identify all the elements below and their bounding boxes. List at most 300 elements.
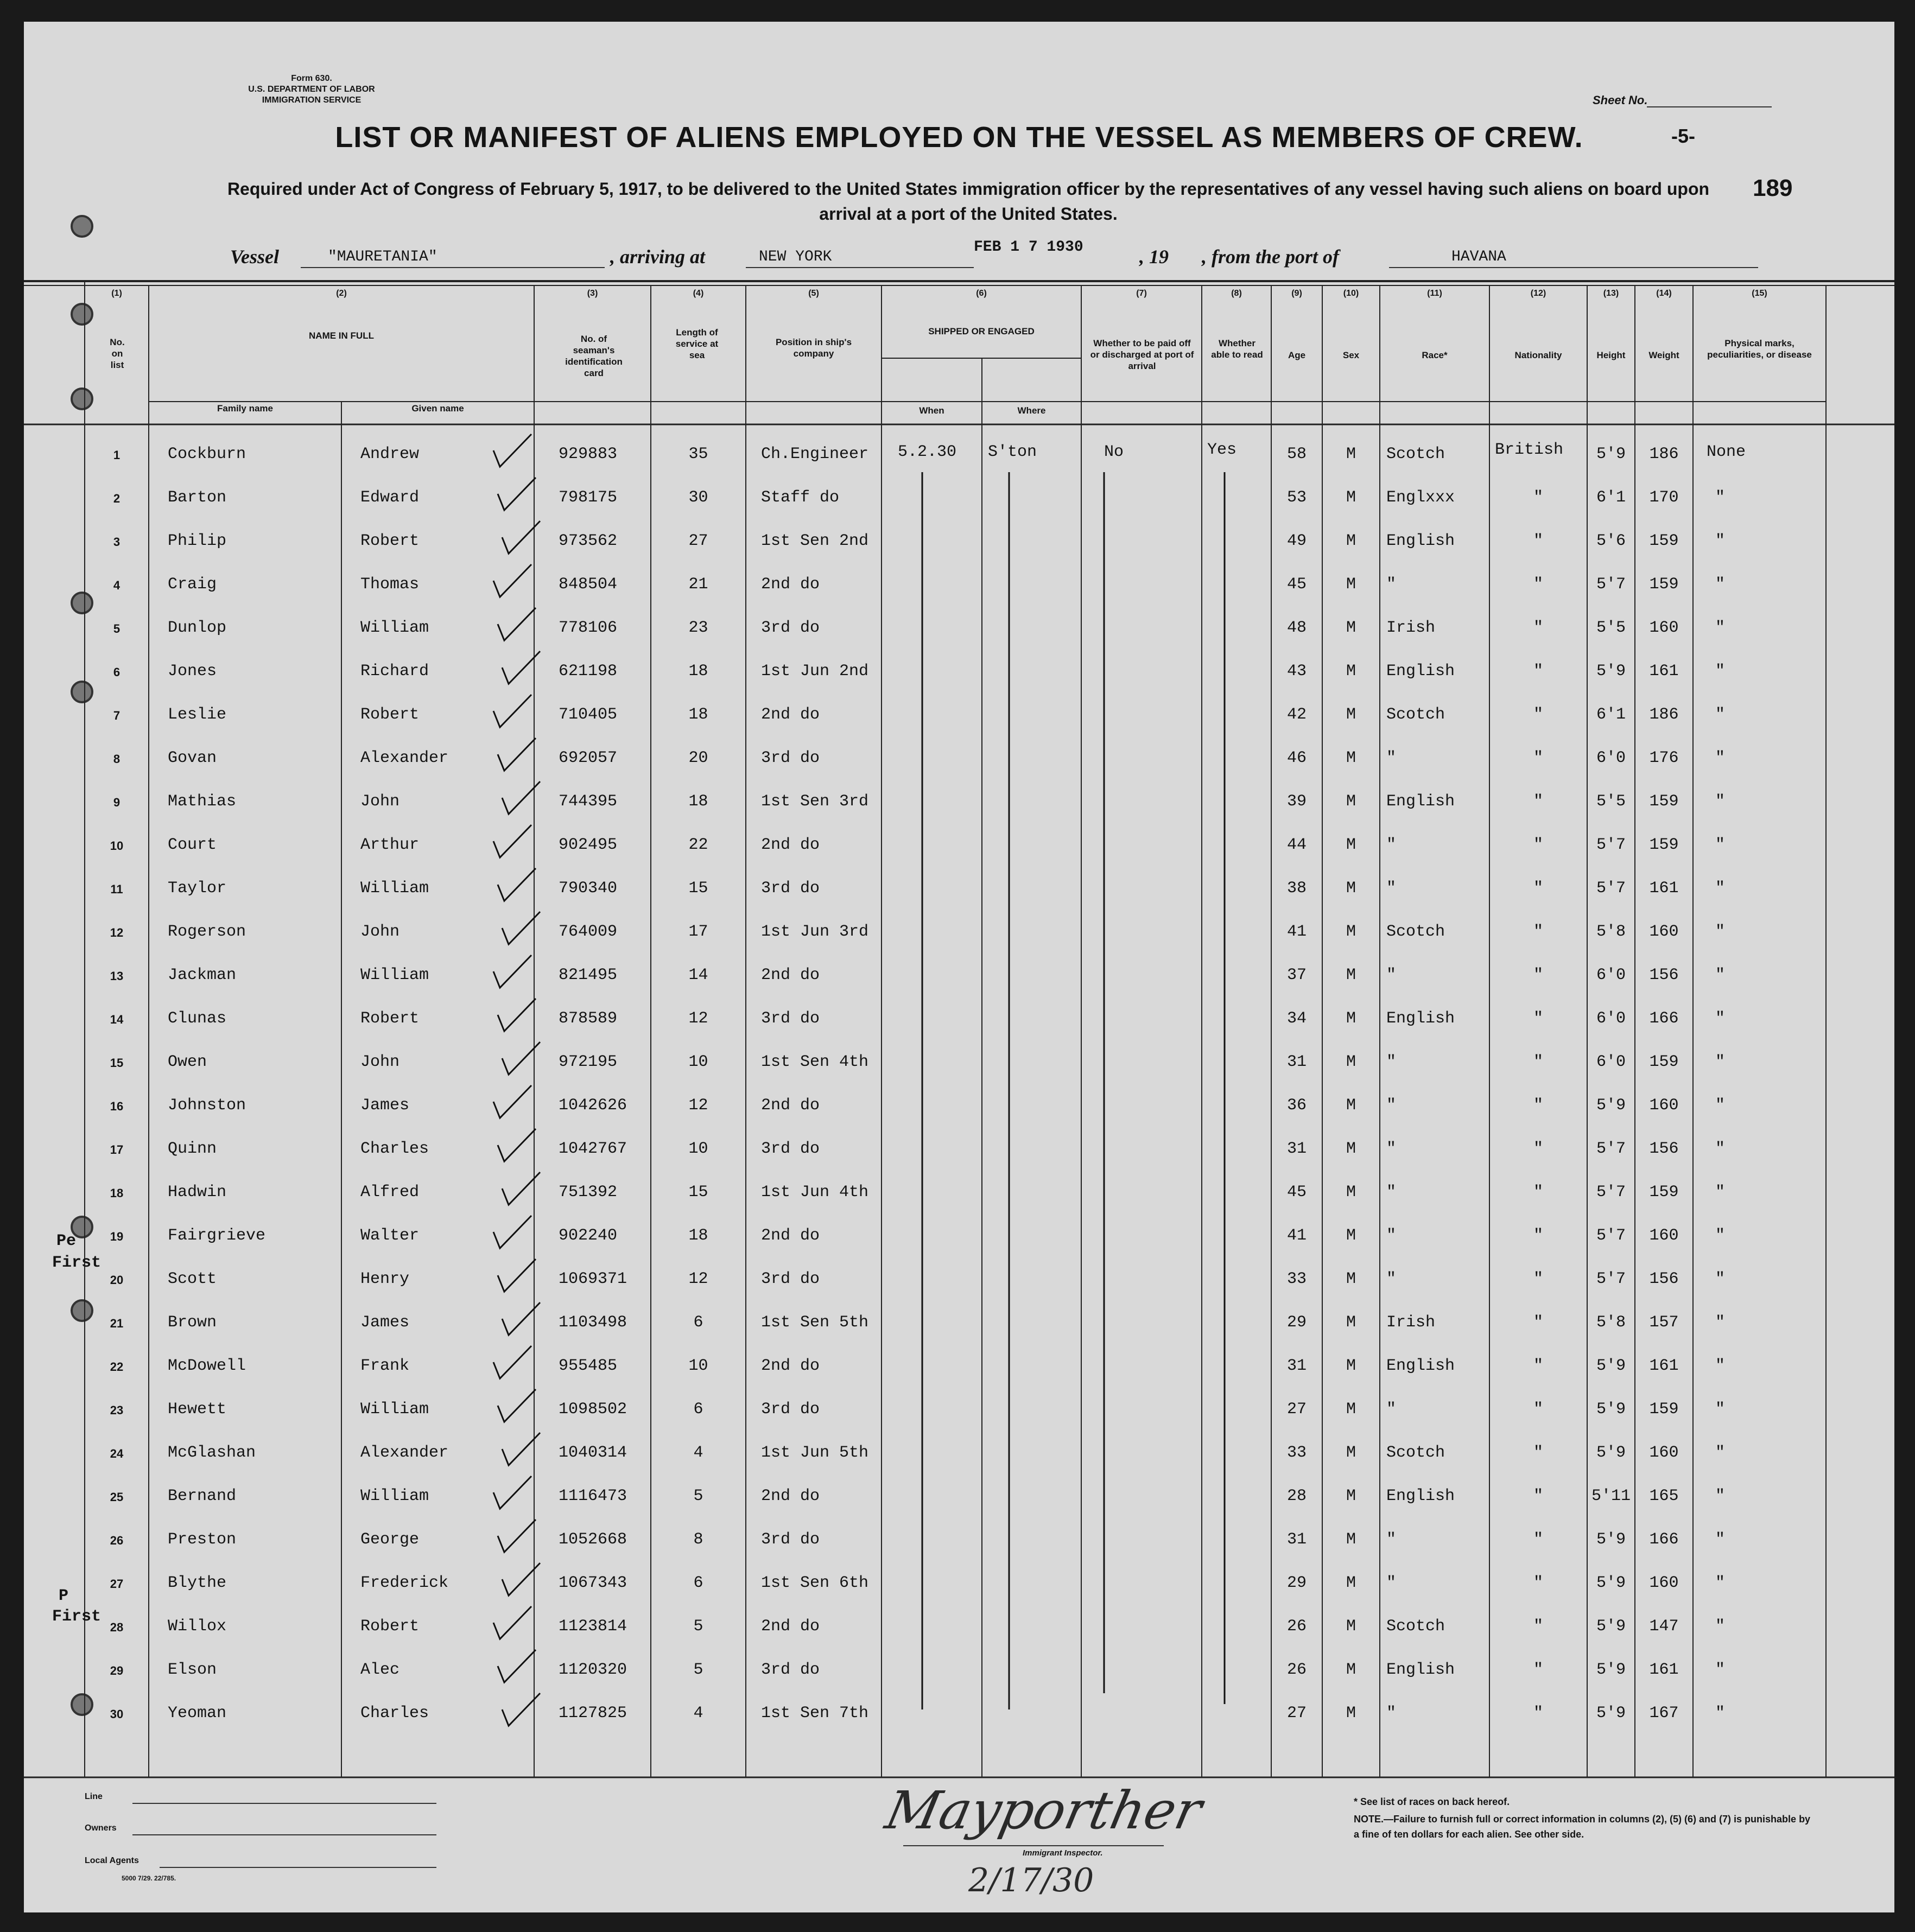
row-height: 5'7 (1596, 1226, 1626, 1245)
row-physical: " (1715, 1140, 1725, 1158)
row-service: 18 (688, 662, 708, 681)
row-race: English (1386, 1487, 1455, 1505)
row-weight: 159 (1649, 836, 1679, 854)
row-age: 45 (1286, 575, 1307, 594)
row-weight: 161 (1649, 1661, 1679, 1679)
row-age: 43 (1286, 662, 1307, 681)
row-race: English (1386, 1661, 1455, 1679)
footer-print-code: 5000 7/29. 22/785. (122, 1874, 176, 1882)
row-nationality: " (1533, 836, 1543, 854)
row-service: 4 (693, 1704, 703, 1723)
row-sex: M (1346, 1357, 1356, 1375)
row-nationality: " (1533, 1574, 1543, 1592)
row-sex: M (1346, 1226, 1356, 1245)
row-physical: " (1715, 575, 1725, 594)
row-sex: M (1346, 749, 1356, 767)
row-nationality: " (1533, 923, 1543, 941)
row-position: 1st Sen 5th (761, 1313, 869, 1332)
row-no: 29 (110, 1664, 124, 1677)
row-service: 18 (688, 1226, 708, 1245)
row-sex: M (1346, 1140, 1356, 1158)
row-weight: 176 (1649, 749, 1679, 767)
row-position: 1st Sen 4th (761, 1053, 869, 1071)
row-age: 31 (1286, 1140, 1307, 1158)
row-sex: M (1346, 1574, 1356, 1592)
row-weight: 156 (1649, 1140, 1679, 1158)
row-height: 6'0 (1596, 966, 1626, 984)
signature-date: 2/17/30 (968, 1861, 1094, 1899)
row-family-name: Hadwin (168, 1183, 227, 1202)
row-given-name: Alfred (360, 1183, 420, 1202)
row-nationality: " (1533, 1617, 1543, 1636)
row-race: " (1386, 1530, 1397, 1549)
row-given-name: Robert (360, 532, 420, 550)
row-sex: M (1346, 575, 1356, 594)
row-sex: M (1346, 923, 1356, 941)
row-service: 27 (688, 532, 708, 550)
margin-note-first-28: First (52, 1607, 102, 1626)
row-physical: " (1715, 1704, 1725, 1723)
head-paid-off: Whether to be paid off or discharged at port of arrival (1090, 338, 1194, 371)
row-service: 10 (688, 1053, 708, 1071)
row-weight: 160 (1649, 619, 1679, 637)
row-weight: 159 (1649, 532, 1679, 550)
row-no: 17 (110, 1143, 124, 1156)
colnum-8: (8) (1231, 289, 1242, 298)
row-nationality: " (1533, 1183, 1543, 1202)
sheet-label: Sheet No. (1593, 93, 1648, 107)
row-sex: M (1346, 1487, 1356, 1505)
penalty-note: NOTE.—Failure to furnish full or correct information in columns (2), (5) (6) and (7) is punishable by a fine of ten dollars for each alien. See other side. (1354, 1814, 1811, 1840)
row-age: 39 (1286, 792, 1307, 811)
footer-line-rule (132, 1803, 436, 1804)
head-id-card: No. of seaman's identification card (565, 334, 623, 378)
row-1-when: 5.2.30 (898, 443, 957, 461)
row-family-name: Brown (168, 1313, 217, 1332)
row-service: 20 (688, 749, 708, 767)
vessel-label: Vessel (230, 246, 279, 268)
row-no: 5 (113, 622, 121, 635)
row-height: 5'9 (1596, 445, 1626, 463)
row-physical: " (1715, 1009, 1725, 1028)
row-family-name: Jackman (168, 966, 237, 984)
row-no: 14 (110, 1013, 124, 1026)
row-service: 12 (688, 1096, 708, 1115)
row-family-name: Quinn (168, 1140, 217, 1158)
row-physical: " (1715, 488, 1725, 507)
row-no: 15 (110, 1056, 124, 1070)
colnum-10: (10) (1343, 289, 1359, 298)
row-race: Englxxx (1386, 488, 1455, 507)
head-given-name: Given name (411, 403, 464, 414)
row-service: 12 (688, 1009, 708, 1028)
colnum-2: (2) (336, 289, 347, 298)
row-sex: M (1346, 836, 1356, 854)
footer-line-label: Line (85, 1792, 103, 1801)
check-tick (493, 955, 531, 988)
row-position: 1st Sen 2nd (761, 532, 869, 550)
row-service: 12 (688, 1270, 708, 1288)
row-1-able-read: Yes (1207, 441, 1237, 459)
row-race: " (1386, 1704, 1397, 1723)
row-1-physical: None (1707, 443, 1746, 461)
row-sex: M (1346, 1530, 1356, 1549)
row-height: 5'9 (1596, 1357, 1626, 1375)
row-family-name: Owen (168, 1053, 207, 1071)
row-family-name: Barton (168, 488, 227, 507)
row-card-number: 929883 (559, 445, 618, 463)
row-1-paid-off: No (1104, 443, 1124, 461)
row-height: 5'9 (1596, 1530, 1626, 1549)
row-race: English (1386, 1009, 1455, 1028)
row-card-number: 1120320 (559, 1661, 627, 1679)
check-tick (498, 1650, 536, 1682)
head-physical: Physical marks, peculiarities, or disease (1707, 338, 1812, 360)
service: IMMIGRATION SERVICE (262, 96, 362, 105)
row-physical: " (1715, 1444, 1725, 1462)
row-no: 8 (113, 752, 121, 766)
row-no: 10 (110, 839, 124, 853)
row-age: 44 (1286, 836, 1307, 854)
row-service: 5 (693, 1661, 703, 1679)
head-family-name: Family name (217, 403, 273, 414)
row-height: 5'7 (1596, 1140, 1626, 1158)
row-position: 2nd do (761, 836, 820, 854)
row-weight: 156 (1649, 1270, 1679, 1288)
row-race: English (1386, 532, 1455, 550)
row-card-number: 790340 (559, 879, 618, 898)
row-given-name: Frederick (360, 1574, 449, 1592)
row-given-name: William (360, 619, 429, 637)
row-weight: 157 (1649, 1313, 1679, 1332)
row-sex: M (1346, 1313, 1356, 1332)
row-family-name: McGlashan (168, 1444, 256, 1462)
row-service: 10 (688, 1140, 708, 1158)
check-tick (498, 868, 536, 901)
row-weight: 160 (1649, 1226, 1679, 1245)
row-card-number: 848504 (559, 575, 618, 594)
row-position: 2nd do (761, 575, 820, 594)
row-race: " (1386, 1226, 1397, 1245)
row-given-name: Robert (360, 1009, 420, 1028)
row-card-number: 744395 (559, 792, 618, 811)
row-sex: M (1346, 966, 1356, 984)
row-race: " (1386, 1053, 1397, 1071)
row-position: 2nd do (761, 1487, 820, 1505)
row-family-name: Taylor (168, 879, 227, 898)
row-family-name: Cockburn (168, 445, 246, 463)
row-age: 33 (1286, 1444, 1307, 1462)
row-card-number: 621198 (559, 662, 618, 681)
colnum-3: (3) (587, 289, 598, 298)
row-service: 15 (688, 879, 708, 898)
row-sex: M (1346, 706, 1356, 724)
row-age: 26 (1286, 1661, 1307, 1679)
row-height: 5'9 (1596, 1704, 1626, 1723)
row-position: 3rd do (761, 1661, 820, 1679)
colnum-6: (6) (976, 289, 987, 298)
row-no: 6 (113, 665, 121, 679)
row-physical: " (1715, 532, 1725, 550)
colnum-14: (14) (1656, 289, 1672, 298)
row-physical: " (1715, 1487, 1725, 1505)
row-given-name: George (360, 1530, 420, 1549)
row-height: 5'6 (1596, 532, 1626, 550)
row-age: 27 (1286, 1400, 1307, 1419)
margin-note-first-20: First (52, 1254, 102, 1272)
row-family-name: Philip (168, 532, 227, 550)
row-race: Scotch (1386, 923, 1445, 941)
row-given-name: Charles (360, 1140, 429, 1158)
footer-agents-label: Local Agents (85, 1856, 139, 1865)
row-given-name: Walter (360, 1226, 420, 1245)
page-mark: -5- (1671, 125, 1695, 147)
head-length-service: Length of service at sea (675, 327, 719, 360)
row-race: Scotch (1386, 706, 1445, 724)
row-service: 18 (688, 706, 708, 724)
row-service: 5 (693, 1487, 703, 1505)
row-weight: 160 (1649, 1574, 1679, 1592)
row-position: Ch.Engineer (761, 445, 869, 463)
row-given-name: Thomas (360, 575, 420, 594)
row-weight: 159 (1649, 1183, 1679, 1202)
row-card-number: 1069371 (559, 1270, 627, 1288)
row-position: 2nd do (761, 706, 820, 724)
row-given-name: Alexander (360, 1444, 449, 1462)
inspector-signature: Mayporther (880, 1780, 1207, 1841)
row-position: 1st Sen 7th (761, 1704, 869, 1723)
check-tick (493, 695, 531, 727)
margin-note-p: P (59, 1587, 69, 1605)
row-height: 6'1 (1596, 706, 1626, 724)
row-nationality: " (1533, 792, 1543, 811)
row-weight: 167 (1649, 1704, 1679, 1723)
row-weight: 166 (1649, 1009, 1679, 1028)
colnum-15: (15) (1752, 289, 1767, 298)
page-title: LIST OR MANIFEST OF ALIENS EMPLOYED ON THE VESSEL AS MEMBERS OF CREW. (335, 121, 1583, 154)
row-given-name: Robert (360, 706, 420, 724)
row-age: 31 (1286, 1357, 1307, 1375)
row-card-number: 1123814 (559, 1617, 627, 1636)
row-nationality: " (1533, 1400, 1543, 1419)
row-no: 13 (110, 969, 124, 983)
row-height: 5'9 (1596, 1400, 1626, 1419)
row-height: 5'7 (1596, 575, 1626, 594)
row-nationality: " (1533, 1357, 1543, 1375)
row-family-name: Jones (168, 662, 217, 681)
row-position: 2nd do (761, 1096, 820, 1115)
row-position: 2nd do (761, 1226, 820, 1245)
row-nationality: " (1533, 966, 1543, 984)
row-physical: " (1715, 662, 1725, 681)
row-race: " (1386, 1183, 1397, 1202)
head-race: Race* (1422, 350, 1448, 360)
row-family-name: Clunas (168, 1009, 227, 1028)
row-no: 22 (110, 1360, 124, 1374)
row-service: 6 (693, 1313, 703, 1332)
head-name-in-full: NAME IN FULL (309, 331, 374, 341)
check-tick (493, 1606, 531, 1639)
row-height: 5'5 (1596, 619, 1626, 637)
row-family-name: Hewett (168, 1400, 227, 1419)
row-age: 46 (1286, 749, 1307, 767)
page-number: 189 (1753, 175, 1793, 201)
row-given-name: William (360, 966, 429, 984)
row-weight: 159 (1649, 575, 1679, 594)
row-sex: M (1346, 532, 1356, 550)
row-physical: " (1715, 792, 1725, 811)
row-physical: " (1715, 1617, 1725, 1636)
row-card-number: 955485 (559, 1357, 618, 1375)
row-height: 5'9 (1596, 1574, 1626, 1592)
row-physical: " (1715, 1357, 1725, 1375)
row-age: 31 (1286, 1530, 1307, 1549)
row-nationality: " (1533, 488, 1543, 507)
race-note: * See list of races on back hereof. (1354, 1796, 1510, 1807)
row-card-number: 710405 (559, 706, 618, 724)
row-physical: " (1715, 1574, 1725, 1592)
row-physical: " (1715, 1053, 1725, 1071)
row-age: 42 (1286, 706, 1307, 724)
row-no: 23 (110, 1403, 124, 1417)
row-given-name: Richard (360, 662, 429, 681)
head-age: Age (1288, 350, 1306, 360)
row-weight: 159 (1649, 1053, 1679, 1071)
row-position: 3rd do (761, 1140, 820, 1158)
row-position: 2nd do (761, 1357, 820, 1375)
row-weight: 159 (1649, 792, 1679, 811)
check-tick (493, 1085, 531, 1118)
row-position: 1st Jun 5th (761, 1444, 869, 1462)
signature-rule (903, 1845, 1164, 1846)
row-weight: 160 (1649, 1096, 1679, 1115)
row-card-number: 1067343 (559, 1574, 627, 1592)
row-sex: M (1346, 1617, 1356, 1636)
row-family-name: Fairgrieve (168, 1226, 266, 1245)
row-card-number: 973562 (559, 532, 618, 550)
row-no: 25 (110, 1490, 124, 1504)
row-age: 28 (1286, 1487, 1307, 1505)
row-weight: 160 (1649, 1444, 1679, 1462)
row-service: 18 (688, 792, 708, 811)
head-shipped: SHIPPED OR ENGAGED (928, 326, 1035, 336)
row-family-name: Blythe (168, 1574, 227, 1592)
row-height: 5'8 (1596, 1313, 1626, 1332)
row-physical: " (1715, 1400, 1725, 1419)
row-age: 49 (1286, 532, 1307, 550)
check-tick (493, 564, 531, 597)
row-no: 12 (110, 926, 124, 939)
colnum-9: (9) (1291, 289, 1302, 298)
row-service: 23 (688, 619, 708, 637)
row-height: 6'1 (1596, 488, 1626, 507)
row-family-name: Elson (168, 1661, 217, 1679)
row-1-nationality: British (1495, 441, 1564, 459)
row-position: 1st Sen 3rd (761, 792, 869, 811)
row-nationality: " (1533, 1661, 1543, 1679)
row-nationality: " (1533, 532, 1543, 550)
row-height: 5'9 (1596, 1444, 1626, 1462)
row-weight: 156 (1649, 966, 1679, 984)
row-no: 4 (113, 579, 121, 592)
vessel-name: "MAURETANIA" (328, 249, 437, 265)
row-card-number: 798175 (559, 488, 618, 507)
row-service: 30 (688, 488, 708, 507)
row-nationality: " (1533, 1053, 1543, 1071)
row-nationality: " (1533, 879, 1543, 898)
head-position: Position in ship's company (775, 337, 852, 359)
row-race: " (1386, 1270, 1397, 1288)
row-no: 21 (110, 1317, 124, 1330)
row-card-number: 1127825 (559, 1704, 627, 1723)
row-given-name: James (360, 1096, 410, 1115)
row-no: 3 (113, 535, 121, 549)
row-height: 5'7 (1596, 1270, 1626, 1288)
row-race: " (1386, 1574, 1397, 1592)
row-nationality: " (1533, 1313, 1543, 1332)
colnum-12: (12) (1530, 289, 1546, 298)
row-race: Scotch (1386, 1617, 1445, 1636)
row-age: 41 (1286, 1226, 1307, 1245)
row-1-where: S'ton (988, 443, 1037, 461)
row-service: 35 (688, 445, 708, 463)
row-weight: 186 (1649, 706, 1679, 724)
row-position: 3rd do (761, 619, 820, 637)
row-sex: M (1346, 1096, 1356, 1115)
row-sex: M (1346, 879, 1356, 898)
head-height: Height (1596, 350, 1626, 360)
row-card-number: 1042626 (559, 1096, 627, 1115)
row-given-name: William (360, 1487, 429, 1505)
row-given-name: John (360, 923, 400, 941)
row-race: Scotch (1386, 1444, 1445, 1462)
from-port: HAVANA (1451, 249, 1506, 265)
row-no: 7 (113, 709, 121, 722)
row-position: 3rd do (761, 749, 820, 767)
check-tick (493, 1476, 531, 1509)
colnum-11: (11) (1427, 289, 1442, 298)
row-service: 8 (693, 1530, 703, 1549)
row-card-number: 778106 (559, 619, 618, 637)
row-height: 5'7 (1596, 879, 1626, 898)
row-given-name: Robert (360, 1617, 420, 1636)
row-sex: M (1346, 488, 1356, 507)
row-height: 5'9 (1596, 1617, 1626, 1636)
row-family-name: Scott (168, 1270, 217, 1288)
row-weight: 170 (1649, 488, 1679, 507)
check-tick (493, 825, 531, 857)
row-nationality: " (1533, 1009, 1543, 1028)
row-sex: M (1346, 792, 1356, 811)
row-no: 19 (110, 1230, 124, 1243)
row-sex: M (1346, 1009, 1356, 1028)
row-family-name: Leslie (168, 706, 227, 724)
colnum-5: (5) (808, 289, 819, 298)
colnum-4: (4) (693, 289, 704, 298)
row-position: 3rd do (761, 879, 820, 898)
row-physical: " (1715, 923, 1725, 941)
form-number: Form 630. (291, 74, 332, 83)
row-physical: " (1715, 619, 1725, 637)
row-position: 2nd do (761, 966, 820, 984)
row-height: 6'0 (1596, 1053, 1626, 1071)
row-weight: 186 (1649, 445, 1679, 463)
row-no: 18 (110, 1186, 124, 1200)
row-given-name: John (360, 1053, 400, 1071)
row-nationality: " (1533, 575, 1543, 594)
row-race: " (1386, 575, 1397, 594)
check-tick (498, 1520, 536, 1552)
